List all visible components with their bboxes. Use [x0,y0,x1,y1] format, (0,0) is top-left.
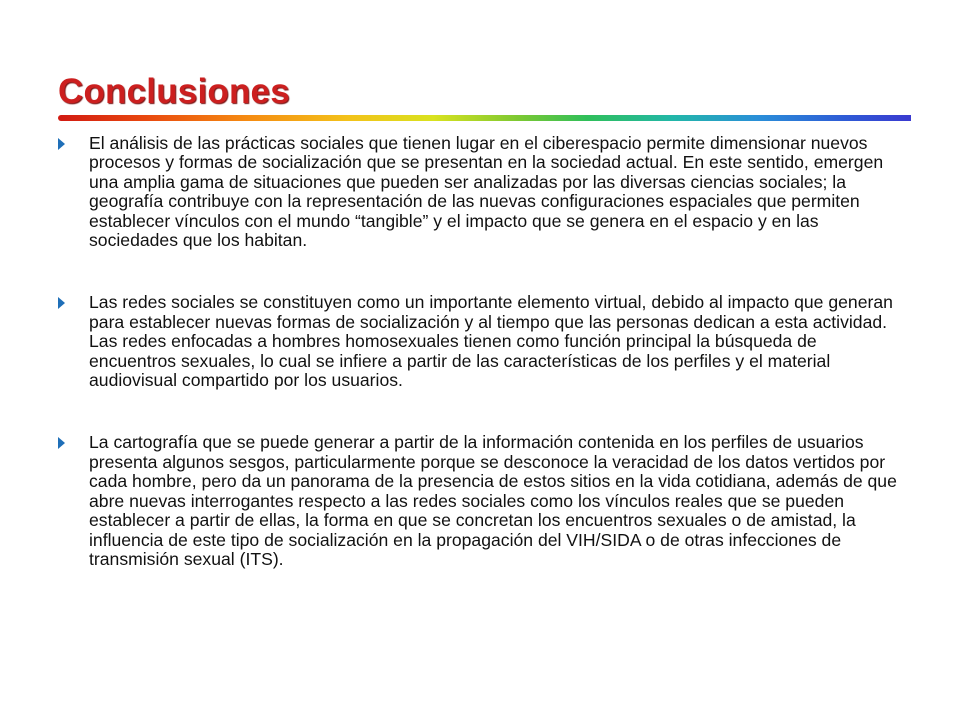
bullet-item [58,293,908,390]
bullet-text: Las redes sociales se constituyen como un importante elemento virtual, debido al impacto que generan para establecer nuevas formas de socialización y al tiempo que las personas dedican a esta actividad. Las redes enfocadas a hombres homosexuales tienen como función principal la búsqueda de encuentros sexuales, lo cual se infiere a partir de las características de los perfiles y el material audiovisual compartido por los usuarios. [89,292,893,391]
bullet-item [58,433,908,569]
slide-title: Conclusiones [58,72,290,111]
bullet-item [58,134,908,250]
bullet-text: El análisis de las prácticas sociales que tienen lugar en el ciberespacio permite dimensionar nuevos procesos y formas de socialización que se presentan en la sociedad actual. En este sentido, emergen una amplia gama de situaciones que pueden ser analizadas por las diversas ciencias sociales; la geografía contribuye con la representación de las nuevas configuraciones espaciales que permiten establecer vínculos con el mundo “tangible” y el impacto que se genera en el espacio y en las sociedades que los habitan. [89,133,884,251]
rainbow-divider [58,115,911,121]
triangle-right-icon [58,138,65,150]
bullet-list [58,134,908,612]
triangle-right-icon [58,297,65,309]
bullet-text: La cartografía que se puede generar a partir de la información contenida en los perfiles de usuarios presenta algunos sesgos, particularmente porque se desconoce la veracidad de los datos vertidos por cada hombre, pero da un panorama de la presencia de estos sitios en la vida cotidiana, además de que abre nuevas interrogantes respecto a las redes sociales como los vínculos reales que se pueden establecer a partir de ellas, la forma en que se concretan los encuentros sexuales o de amistad, la influencia de este tipo de socialización en la propagación del VIH/SIDA o de otras infecciones de transmisión sexual (ITS). [89,432,897,569]
triangle-right-icon [58,437,65,449]
